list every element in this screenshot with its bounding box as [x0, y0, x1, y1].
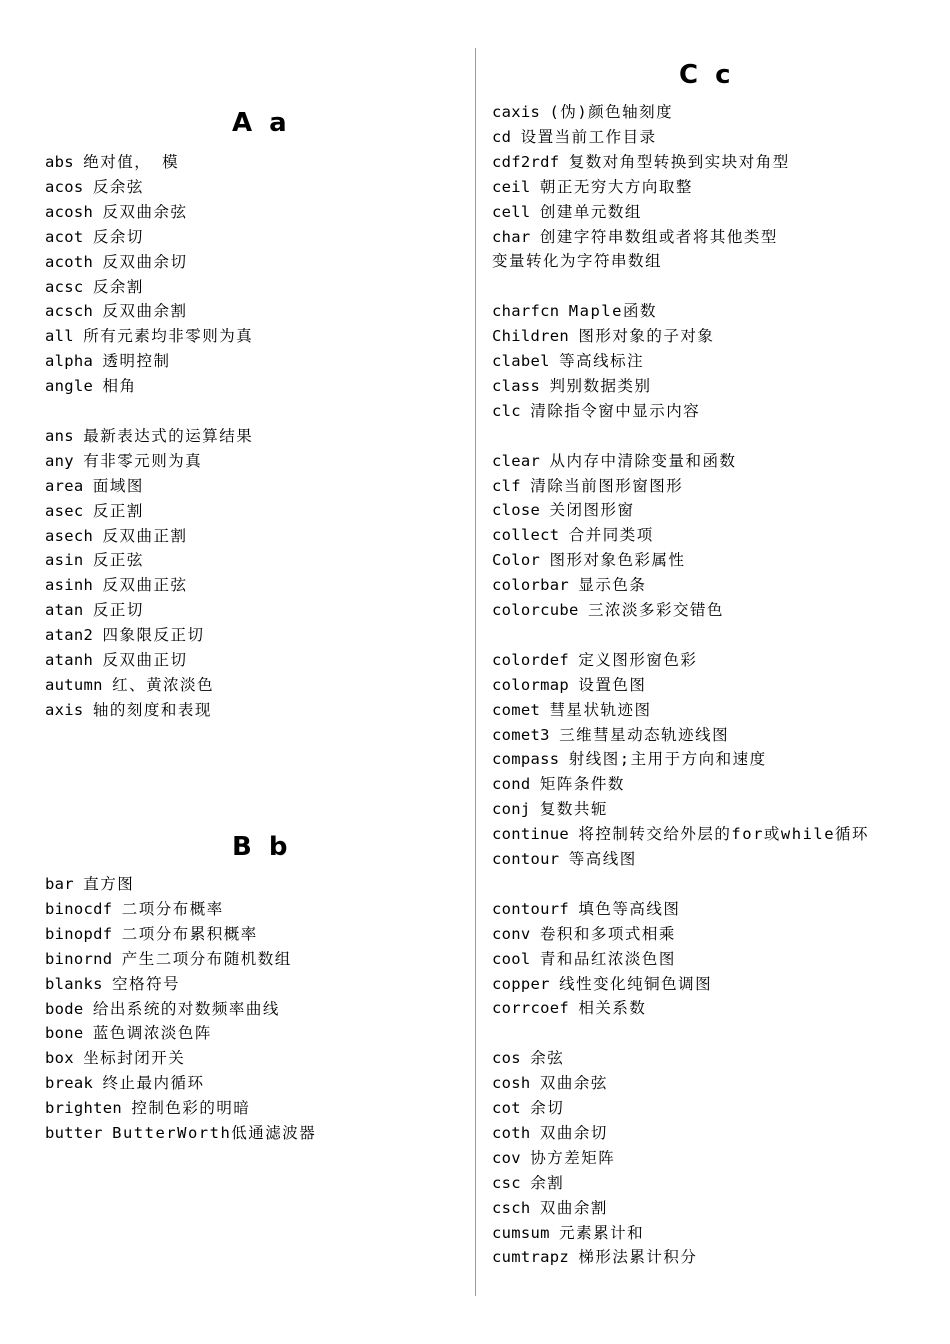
- entry-keyword: butter: [45, 1124, 103, 1142]
- entry-description: 反双曲正割: [102, 526, 188, 545]
- entry-description: 定义图形窗色彩: [578, 650, 698, 669]
- entry-description: 反双曲正切: [102, 651, 188, 669]
- glossary-entry: [45, 675, 214, 695]
- entry-description: 合并同类项: [568, 526, 654, 545]
- glossary-entry: [45, 899, 224, 919]
- entry-keyword: continue: [492, 825, 570, 844]
- entry-keyword: binornd: [45, 949, 113, 968]
- glossary-entry: [45, 177, 144, 197]
- entry-keyword: close: [492, 501, 541, 520]
- entry-keyword: collect: [492, 526, 560, 545]
- entry-description: 判别数据类别: [549, 376, 652, 395]
- entry-description: 将控制转交给外层的for或while循环: [578, 825, 870, 844]
- glossary-entry: [45, 550, 144, 570]
- entry-description: 关闭图形窗: [549, 501, 635, 520]
- entry-description: 蓝色调浓淡色阵: [92, 1024, 212, 1043]
- entry-description: 设置色图: [578, 675, 647, 694]
- entry-keyword: cosh: [492, 1074, 531, 1093]
- entry-keyword: caxis: [492, 103, 541, 121]
- entry-description: 反正弦: [92, 551, 144, 570]
- entry-keyword: binocdf: [45, 899, 113, 918]
- entry-description: 有非零元则为真: [83, 451, 203, 470]
- glossary-entry: [492, 924, 676, 944]
- glossary-entry: [492, 1247, 697, 1267]
- entry-keyword: comet3: [492, 725, 550, 744]
- entry-keyword: cell: [492, 202, 531, 221]
- entry-description: 图形对象色彩属性: [549, 551, 686, 570]
- entry-keyword: corrcoef: [492, 999, 570, 1018]
- glossary-entry: [492, 675, 646, 695]
- entry-keyword: ans: [45, 426, 74, 445]
- entry-description: 从内存中清除变量和函数: [549, 451, 737, 470]
- entry-description: 给出系统的对数频率曲线: [92, 999, 280, 1018]
- entry-keyword: all: [45, 327, 74, 346]
- entry-description: (伪)颜色轴刻度: [549, 103, 674, 121]
- glossary-entry: [492, 152, 790, 172]
- entry-keyword: acsch: [45, 302, 94, 321]
- glossary-entry: [45, 301, 188, 321]
- glossary-entry: [45, 999, 280, 1019]
- glossary-entry: [492, 1048, 564, 1068]
- entry-description: 填色等高线图: [578, 899, 681, 918]
- entry-keyword: asech: [45, 526, 94, 545]
- entry-keyword: charfcn: [492, 302, 560, 321]
- glossary-entry: [45, 600, 144, 620]
- entry-keyword: any: [45, 451, 74, 470]
- glossary-entry: [45, 252, 188, 272]
- entry-keyword: colorcube: [492, 601, 579, 619]
- glossary-entry: [45, 202, 188, 222]
- entry-keyword: cumsum: [492, 1223, 550, 1242]
- entry-description: 射线图;主用于方向和速度: [568, 750, 767, 769]
- entry-keyword: abs: [45, 153, 74, 171]
- entry-keyword: clabel: [492, 352, 550, 370]
- entry-keyword: binopdf: [45, 924, 113, 943]
- glossary-entry: [45, 501, 144, 521]
- entry-description: 余切: [530, 1099, 565, 1117]
- entry-description: ButterWorth低通滤波器: [112, 1124, 317, 1142]
- entry-description: 协方差矩阵: [530, 1148, 616, 1167]
- entry-description: 余弦: [530, 1049, 565, 1068]
- entry-keyword: char: [492, 227, 531, 246]
- glossary-entry: [492, 799, 608, 819]
- entry-keyword: acsc: [45, 277, 84, 296]
- entry-keyword: conj: [492, 800, 531, 819]
- entry-keyword: box: [45, 1049, 74, 1068]
- glossary-entry: [45, 1098, 250, 1118]
- entry-description: 青和品红浓淡色图: [539, 949, 676, 968]
- glossary-entry: [492, 1173, 564, 1193]
- entry-keyword: asin: [45, 551, 84, 570]
- entry-description: 坐标封闭开关: [83, 1049, 186, 1068]
- glossary-entry: [45, 874, 134, 894]
- glossary-entry: [492, 177, 693, 197]
- entry-description: 双曲余切: [539, 1123, 608, 1142]
- glossary-entry: [45, 476, 144, 496]
- glossary-entry: [45, 1023, 212, 1043]
- glossary-entry: [492, 1098, 564, 1118]
- entry-keyword: copper: [492, 974, 550, 993]
- glossary-entry: [492, 949, 676, 969]
- entry-keyword: cool: [492, 949, 531, 968]
- entry-description: 彗星状轨迹图: [549, 700, 652, 719]
- glossary-entry: [492, 700, 652, 720]
- entry-keyword: colormap: [492, 675, 570, 694]
- glossary-entry: [492, 749, 767, 769]
- entry-description: 复数对角型转换到实块对角型: [568, 152, 790, 171]
- entry-keyword: cdf2rdf: [492, 152, 560, 171]
- glossary-entry: [45, 1073, 205, 1093]
- glossary-entry: [492, 227, 778, 247]
- entry-description: 直方图: [83, 875, 135, 893]
- glossary-entry: [492, 550, 686, 570]
- entry-description: 红、黄浓淡色: [112, 675, 215, 694]
- entry-description: 透明控制: [102, 352, 171, 371]
- entry-keyword: bone: [45, 1024, 84, 1043]
- entry-description: 设置当前工作目录: [520, 127, 657, 146]
- entry-description: 轴的刻度和表现: [92, 700, 212, 719]
- entry-description: 反双曲正弦: [102, 576, 188, 595]
- glossary-entry: [492, 401, 700, 421]
- entry-keyword: bode: [45, 999, 84, 1018]
- entry-keyword: Children: [492, 327, 570, 346]
- entry-description: 清除当前图形窗图形: [530, 476, 684, 495]
- entry-description: 等高线图: [568, 850, 637, 868]
- entry-keyword: colordef: [492, 650, 570, 669]
- glossary-entry: [45, 451, 202, 471]
- entry-keyword: contourf: [492, 899, 570, 918]
- entry-keyword: clear: [492, 451, 541, 470]
- glossary-entry: [45, 650, 188, 670]
- glossary-entry: [492, 326, 714, 346]
- entry-description: 反余弦: [92, 177, 144, 196]
- entry-keyword: compass: [492, 750, 560, 769]
- entry-keyword: cot: [492, 1099, 521, 1117]
- entry-keyword: brighten: [45, 1099, 123, 1118]
- entry-description: 创建单元数组: [539, 202, 642, 221]
- entry-keyword: asinh: [45, 576, 94, 595]
- entry-keyword: contour: [492, 850, 560, 868]
- entry-keyword: class: [492, 376, 541, 395]
- entry-keyword: angle: [45, 377, 94, 396]
- entry-keyword: cumtrapz: [492, 1248, 570, 1267]
- entry-description: 反双曲余切: [102, 252, 188, 271]
- entry-keyword: ceil: [492, 177, 531, 196]
- glossary-entry: [45, 376, 137, 396]
- entry-description: 四象限反正切: [102, 626, 205, 645]
- entry-description: 朝正无穷大方向取整: [539, 177, 693, 196]
- glossary-entry: [492, 476, 683, 496]
- entry-description: 相关系数: [578, 999, 647, 1018]
- entry-keyword: Color: [492, 551, 541, 570]
- entry-description: 绝对值， 模: [83, 153, 180, 171]
- entry-keyword: comet: [492, 700, 541, 719]
- entry-keyword: acos: [45, 177, 84, 196]
- entry-description: 创建字符串数组或者将其他类型: [539, 227, 778, 246]
- entry-description: 线性变化纯铜色调图: [559, 974, 713, 993]
- glossary-entry: [492, 127, 657, 147]
- entry-keyword: colorbar: [492, 576, 570, 595]
- entry-keyword: cond: [492, 775, 531, 794]
- entry-description: 空格符号: [112, 974, 181, 993]
- entry-keyword: conv: [492, 924, 531, 943]
- glossary-entry: [492, 650, 697, 670]
- entry-keyword: acosh: [45, 202, 94, 221]
- glossary-entry: [492, 974, 712, 994]
- entry-keyword: atan2: [45, 626, 94, 645]
- glossary-entry: [45, 526, 188, 546]
- entry-description: 变量转化为字符串数组: [492, 252, 663, 271]
- entry-description: 等高线标注: [559, 352, 645, 370]
- entry-description: 所有元素均非零则为真: [83, 327, 254, 346]
- glossary-entry: [492, 251, 662, 271]
- glossary-entry: [492, 351, 644, 371]
- glossary-entry: [45, 974, 180, 994]
- entry-description: 双曲余割: [539, 1198, 608, 1217]
- glossary-entry: [492, 525, 654, 545]
- glossary-entry: [45, 949, 292, 969]
- entry-description: 反余切: [92, 227, 144, 246]
- entry-description: 最新表达式的运算结果: [83, 426, 254, 445]
- glossary-entry: [45, 625, 205, 645]
- glossary-entry: [492, 774, 625, 794]
- entry-description: 终止最内循环: [102, 1074, 205, 1093]
- glossary-entry: [492, 600, 724, 620]
- entry-description: 梯形法累计积分: [578, 1248, 698, 1267]
- entry-description: 清除指令窗中显示内容: [530, 401, 701, 420]
- entry-description: 元素累计和: [559, 1223, 645, 1242]
- glossary-entry: [492, 899, 680, 919]
- entry-keyword: atanh: [45, 651, 94, 669]
- glossary-entry: [45, 575, 188, 595]
- entry-description: 控制色彩的明暗: [131, 1099, 251, 1118]
- glossary-entry: [45, 426, 253, 446]
- entry-description: 余割: [530, 1173, 565, 1192]
- glossary-entry: [45, 351, 171, 371]
- entry-keyword: csch: [492, 1198, 531, 1217]
- glossary-entry: [45, 700, 212, 720]
- entry-description: 相角: [102, 377, 137, 396]
- entry-description: 反双曲余弦: [102, 202, 188, 221]
- glossary-entry: [492, 1223, 644, 1243]
- entry-description: 矩阵条件数: [539, 775, 625, 794]
- entry-description: 图形对象的子对象: [578, 327, 715, 346]
- entry-description: 反余割: [92, 277, 144, 296]
- entry-keyword: area: [45, 476, 84, 495]
- entry-keyword: break: [45, 1074, 94, 1093]
- entry-keyword: coth: [492, 1123, 531, 1142]
- entry-keyword: acot: [45, 227, 84, 246]
- glossary-entry: [492, 1198, 608, 1218]
- entry-description: 反双曲余割: [102, 302, 188, 321]
- entry-keyword: acoth: [45, 252, 94, 271]
- glossary-entry: [492, 301, 657, 321]
- section-heading-a: A a: [232, 108, 291, 138]
- glossary-entry: [492, 102, 673, 122]
- glossary-entry: [492, 1073, 608, 1093]
- entry-keyword: asec: [45, 501, 84, 520]
- entry-keyword: cos: [492, 1049, 521, 1068]
- entry-keyword: axis: [45, 700, 84, 719]
- entry-description: 反正切: [92, 601, 144, 620]
- entry-keyword: autumn: [45, 675, 103, 694]
- glossary-entry: [492, 1123, 608, 1143]
- entry-keyword: csc: [492, 1173, 521, 1192]
- glossary-entry: [492, 500, 635, 520]
- entry-description: 反正割: [92, 501, 144, 520]
- glossary-entry: [492, 725, 729, 745]
- entry-description: 复数共轭: [539, 800, 608, 819]
- entry-keyword: clc: [492, 401, 521, 420]
- entry-keyword: cov: [492, 1148, 521, 1167]
- glossary-entry: [492, 451, 737, 471]
- entry-keyword: bar: [45, 875, 74, 893]
- glossary-entry: [45, 326, 253, 346]
- glossary-entry: [45, 1123, 316, 1143]
- section-heading-c: C c: [679, 60, 735, 90]
- entry-description: 二项分布概率: [121, 899, 224, 918]
- glossary-entry: [45, 152, 179, 172]
- glossary-entry: [492, 824, 869, 844]
- column-divider: [475, 48, 476, 1296]
- entry-keyword: alpha: [45, 352, 94, 371]
- entry-description: 三浓淡多彩交错色: [588, 601, 725, 619]
- entry-description: 二项分布累积概率: [121, 924, 258, 943]
- glossary-entry: [45, 1048, 185, 1068]
- entry-description: 面域图: [92, 476, 144, 495]
- glossary-entry: [492, 1148, 615, 1168]
- glossary-entry: [45, 924, 258, 944]
- glossary-entry: [45, 227, 144, 247]
- section-heading-b: B b: [232, 832, 292, 862]
- glossary-entry: [492, 998, 646, 1018]
- entry-description: Maple函数: [568, 302, 657, 321]
- entry-keyword: blanks: [45, 974, 103, 993]
- glossary-entry: [45, 277, 144, 297]
- entry-description: 双曲余弦: [539, 1074, 608, 1093]
- entry-description: 卷积和多项式相乘: [539, 924, 676, 943]
- glossary-entry: [492, 202, 642, 222]
- entry-description: 产生二项分布随机数组: [121, 949, 292, 968]
- entry-keyword: cd: [492, 127, 512, 146]
- entry-keyword: atan: [45, 601, 84, 620]
- glossary-entry: [492, 376, 652, 396]
- entry-description: 显示色条: [578, 576, 647, 595]
- entry-description: 三维彗星动态轨迹线图: [559, 725, 730, 744]
- entry-keyword: clf: [492, 476, 521, 495]
- glossary-entry: [492, 849, 637, 869]
- glossary-entry: [492, 575, 646, 595]
